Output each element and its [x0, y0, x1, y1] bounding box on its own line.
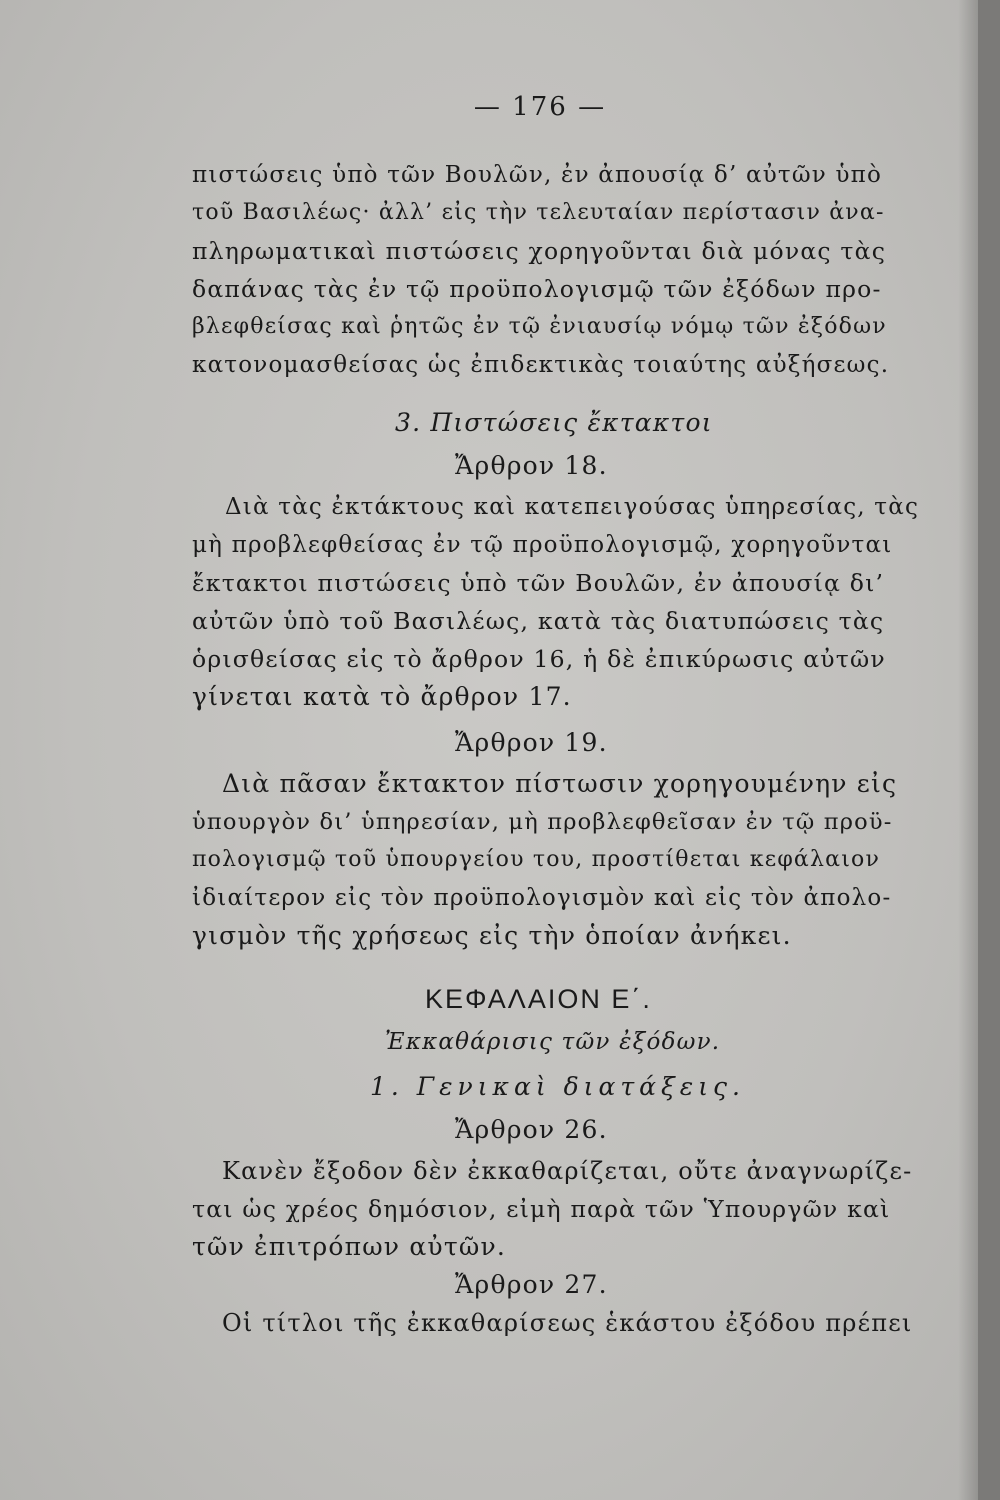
article-heading: Ἄρθρον 19. [455, 728, 608, 757]
article-line: Κανὲν ἔξοδον δὲν ἐκκαθαρίζεται, οὔτε ἀναγνωρίζε- [222, 1157, 913, 1185]
intro-line: δαπάνας τὰς ἐν τῷ προϋπολογισμῷ τῶν ἐξόδων προ- [192, 275, 882, 303]
article-line: ὁρισθείσας εἰς τὸ ἄρθρον 16, ἡ δὲ ἐπικύρωσις αὐτῶν [192, 645, 886, 673]
intro-line: πιστώσεις ὑπὸ τῶν Βουλῶν, ἐν ἀπουσίᾳ δ’ αὐτῶν ὑπὸ [192, 162, 883, 188]
chapter-title: ΚΕΦΑΛΑΙΟΝ Ε΄. [425, 984, 652, 1014]
article-heading: Ἄρθρον 27. [455, 1270, 608, 1299]
intro-line: πληρωματικαὶ πιστώσεις χορηγοῦνται διὰ μόνας τὰς [192, 237, 887, 265]
article-heading: Ἄρθρον 18. [455, 451, 608, 480]
article-line: ὑπουργὸν δι’ ὑπηρεσίαν, μὴ προβλεφθεῖσαν ἐν τῷ προϋ- [192, 809, 893, 835]
article-heading: Ἄρθρον 26. [455, 1115, 608, 1144]
chapter-section: 1. Γενικαὶ διατάξεις. [370, 1072, 745, 1101]
article-line: ται ὡς χρέος δημόσιον, εἰμὴ παρὰ τῶν Ὑπουργῶν καὶ [192, 1195, 891, 1223]
article-line: πολογισμῷ τοῦ ὑπουργείου του, προστίθεται κεφάλαιον [192, 847, 881, 872]
intro-line: κατονομασθείσας ὡς ἐπιδεκτικὰς τοιαύτης αὐξήσεως. [192, 352, 890, 378]
intro-line: βλεφθείσας καὶ ῥητῶς ἐν τῷ ἐνιαυσίῳ νόμῳ τῶν ἐξόδων [192, 314, 887, 339]
spine-shadow [958, 0, 978, 1500]
article-line: γισμὸν τῆς χρήσεως εἰς τὴν ὁποίαν ἀνήκει. [192, 921, 792, 950]
article-line: Διὰ πᾶσαν ἔκτακτον πίστωσιν χορηγουμένην εἰς [222, 769, 898, 798]
article-line: Οἱ τίτλοι τῆς ἐκκαθαρίσεως ἑκάστου ἐξόδου πρέπει [222, 1309, 913, 1337]
section-title: 3. Πιστώσεις ἔκτακτοι [395, 408, 713, 437]
book-edge [978, 0, 1000, 1500]
article-line: ἰδιαίτερον εἰς τὸν προϋπολογισμὸν καὶ εἰς τὸν ἀπολο- [192, 885, 892, 911]
article-line: αὐτῶν ὑπὸ τοῦ Βασιλέως, κατὰ τὰς διατυπώσεις τὰς [192, 607, 885, 635]
article-line: μὴ προβλεφθείσας ἐν τῷ προϋπολογισμῷ, χορηγοῦνται [192, 532, 893, 558]
article-line: Διὰ τὰς ἐκτάκτους καὶ κατεπειγούσας ὑπηρεσίας, τὰς [225, 494, 920, 520]
article-line: ἔκτακτοι πιστώσεις ὑπὸ τῶν Βουλῶν, ἐν ἀπουσίᾳ δι’ [192, 569, 885, 597]
intro-line: τοῦ Βασιλέως· ἀλλ’ εἰς τὴν τελευταίαν περίστασιν ἀνα- [192, 200, 885, 225]
chapter-subtitle: Ἐκκαθάρισις τῶν ἐξόδων. [385, 1029, 721, 1055]
article-line: τῶν ἐπιτρόπων αὐτῶν. [192, 1232, 506, 1261]
article-line: γίνεται κατὰ τὸ ἄρθρον 17. [192, 682, 572, 711]
page-number: — 176 — [473, 92, 607, 122]
